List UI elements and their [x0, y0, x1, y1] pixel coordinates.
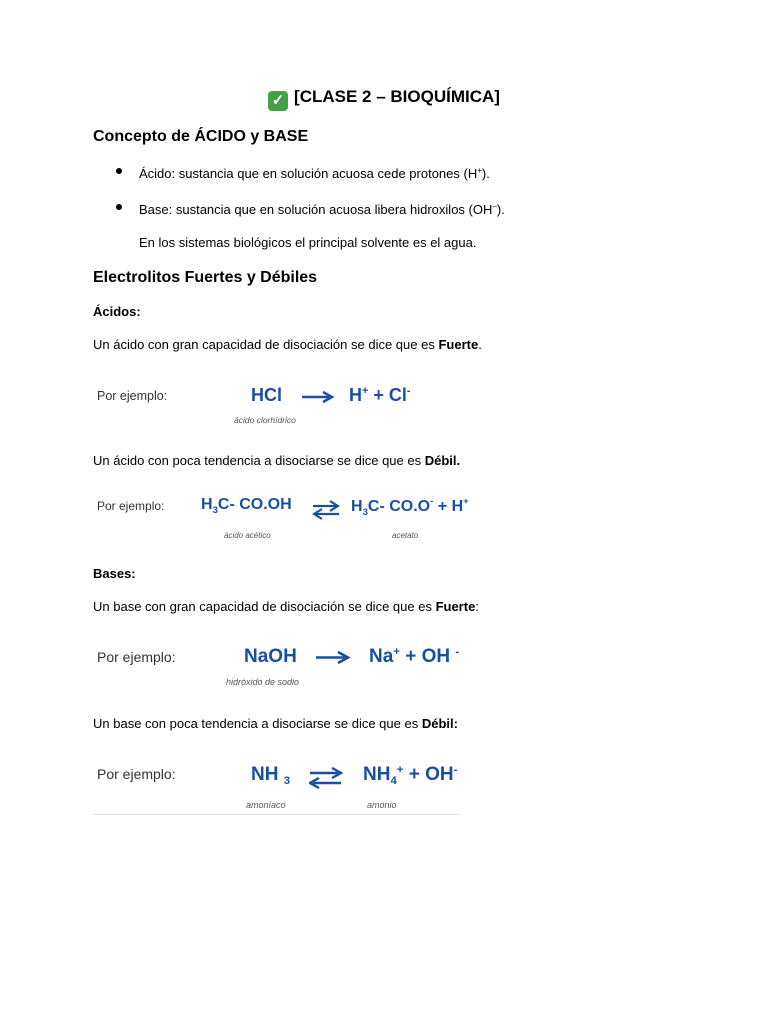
formula-acetic-acid: $H_3C-$ CO.OH [201, 496, 292, 516]
label-acidos: Ácidos: [93, 304, 141, 319]
solvent-note: En los sistemas biológicos el principal solvente es el agua. [139, 235, 477, 250]
paragraph-acido-fuerte: Un ácido con gran capacidad de disociación se dice que es Fuerte. [93, 337, 482, 352]
check-mark-icon: ✓ [268, 91, 288, 111]
caption-naoh: hidróxido de sodio [226, 677, 300, 687]
example-label: Por ejemplo: [97, 649, 176, 665]
document-page: ✓ [CLASE 2 – BIOQUÍMICA] Concepto de ÁCIDO y BASE Ácido: sustancia que en solución acuosa cede protones (H+). Base: sustancia que en solución acuosa libera hidroxilos (OH–). En los sistemas biológicos el principal solvente es el agua. Electrolitos Fuertes y Débiles Ácidos: Un ácido con gran capacidad de disociación se dice que es Fuerte. Por ejemplo: HCl H+ + Cl- ácido clorhídrico Un ácido con poca tendencia a disociarse se dice que es Débil. Por ejemplo: $H_3C-$ CO.OH $H_3C-$ CO.O- + H+ ácido acético acetato Bases: Un base con gran capacidad de disociación se dice que es Fuerte: Por ejemplo: NaOH Na+ + OH - hidróxido de sodio Un base con poca tendencia a disociarse se dice que es Débil: Por ejemplo: NH $_3$ $NH_4^+ + OH^-$ amoníaco amonio [0, 0, 768, 1024]
caption-acetate: acetato [392, 531, 419, 540]
caption-ammonium: amonio [367, 800, 397, 810]
caption-hcl: ácido clorhídrico [234, 415, 296, 425]
example-label: Por ejemplo: [97, 499, 165, 513]
bullet-dot [116, 168, 122, 174]
heading-concepto: Concepto de ÁCIDO y BASE [93, 128, 309, 145]
caption-acetic-acid: ácido acético [224, 531, 271, 540]
label-bases: Bases: [93, 566, 136, 581]
example-hcl [93, 378, 473, 428]
heading-electrolitos: Electrolitos Fuertes y Débiles [93, 269, 318, 286]
paragraph-base-fuerte: Un base con gran capacidad de disociación se dice que es Fuerte: [93, 599, 479, 614]
arrow-right-icon [316, 651, 352, 664]
formula-naoh: NaOH [244, 646, 297, 667]
formula-ammonium-products: $NH_4^+ + OH^-$ [363, 764, 458, 787]
divider-line [93, 814, 461, 815]
caption-ammonia: amoníaco [246, 800, 286, 810]
formula-hcl: HCl [251, 385, 282, 405]
paragraph-acido-debil: Un ácido con poca tendencia a disociarse se dice que es Débil. [93, 453, 461, 468]
bullet-dot [116, 204, 122, 210]
formula-hcl-products: H+ + Cl- [349, 385, 411, 405]
example-label: Por ejemplo: [97, 389, 168, 403]
formula-ammonia: NH $_3$ [251, 764, 291, 787]
example-naoh [93, 640, 473, 692]
example-label: Por ejemplo: [97, 766, 176, 782]
formula-naoh-products: Na+ + OH - [369, 646, 460, 667]
arrow-right-icon [302, 391, 336, 403]
example-nh3 [93, 756, 473, 812]
equilibrium-arrows-icon [312, 500, 340, 520]
paragraph-base-debil: Un base con poca tendencia a disociarse se dice que es Débil: [93, 716, 458, 731]
page-title: ✓ [CLASE 2 – BIOQUÍMICA] [0, 86, 768, 111]
equilibrium-arrows-icon [309, 767, 343, 789]
example-acetic [93, 490, 473, 545]
formula-acetate-products: $H_3C-$ CO.O- + H+ [351, 496, 469, 518]
